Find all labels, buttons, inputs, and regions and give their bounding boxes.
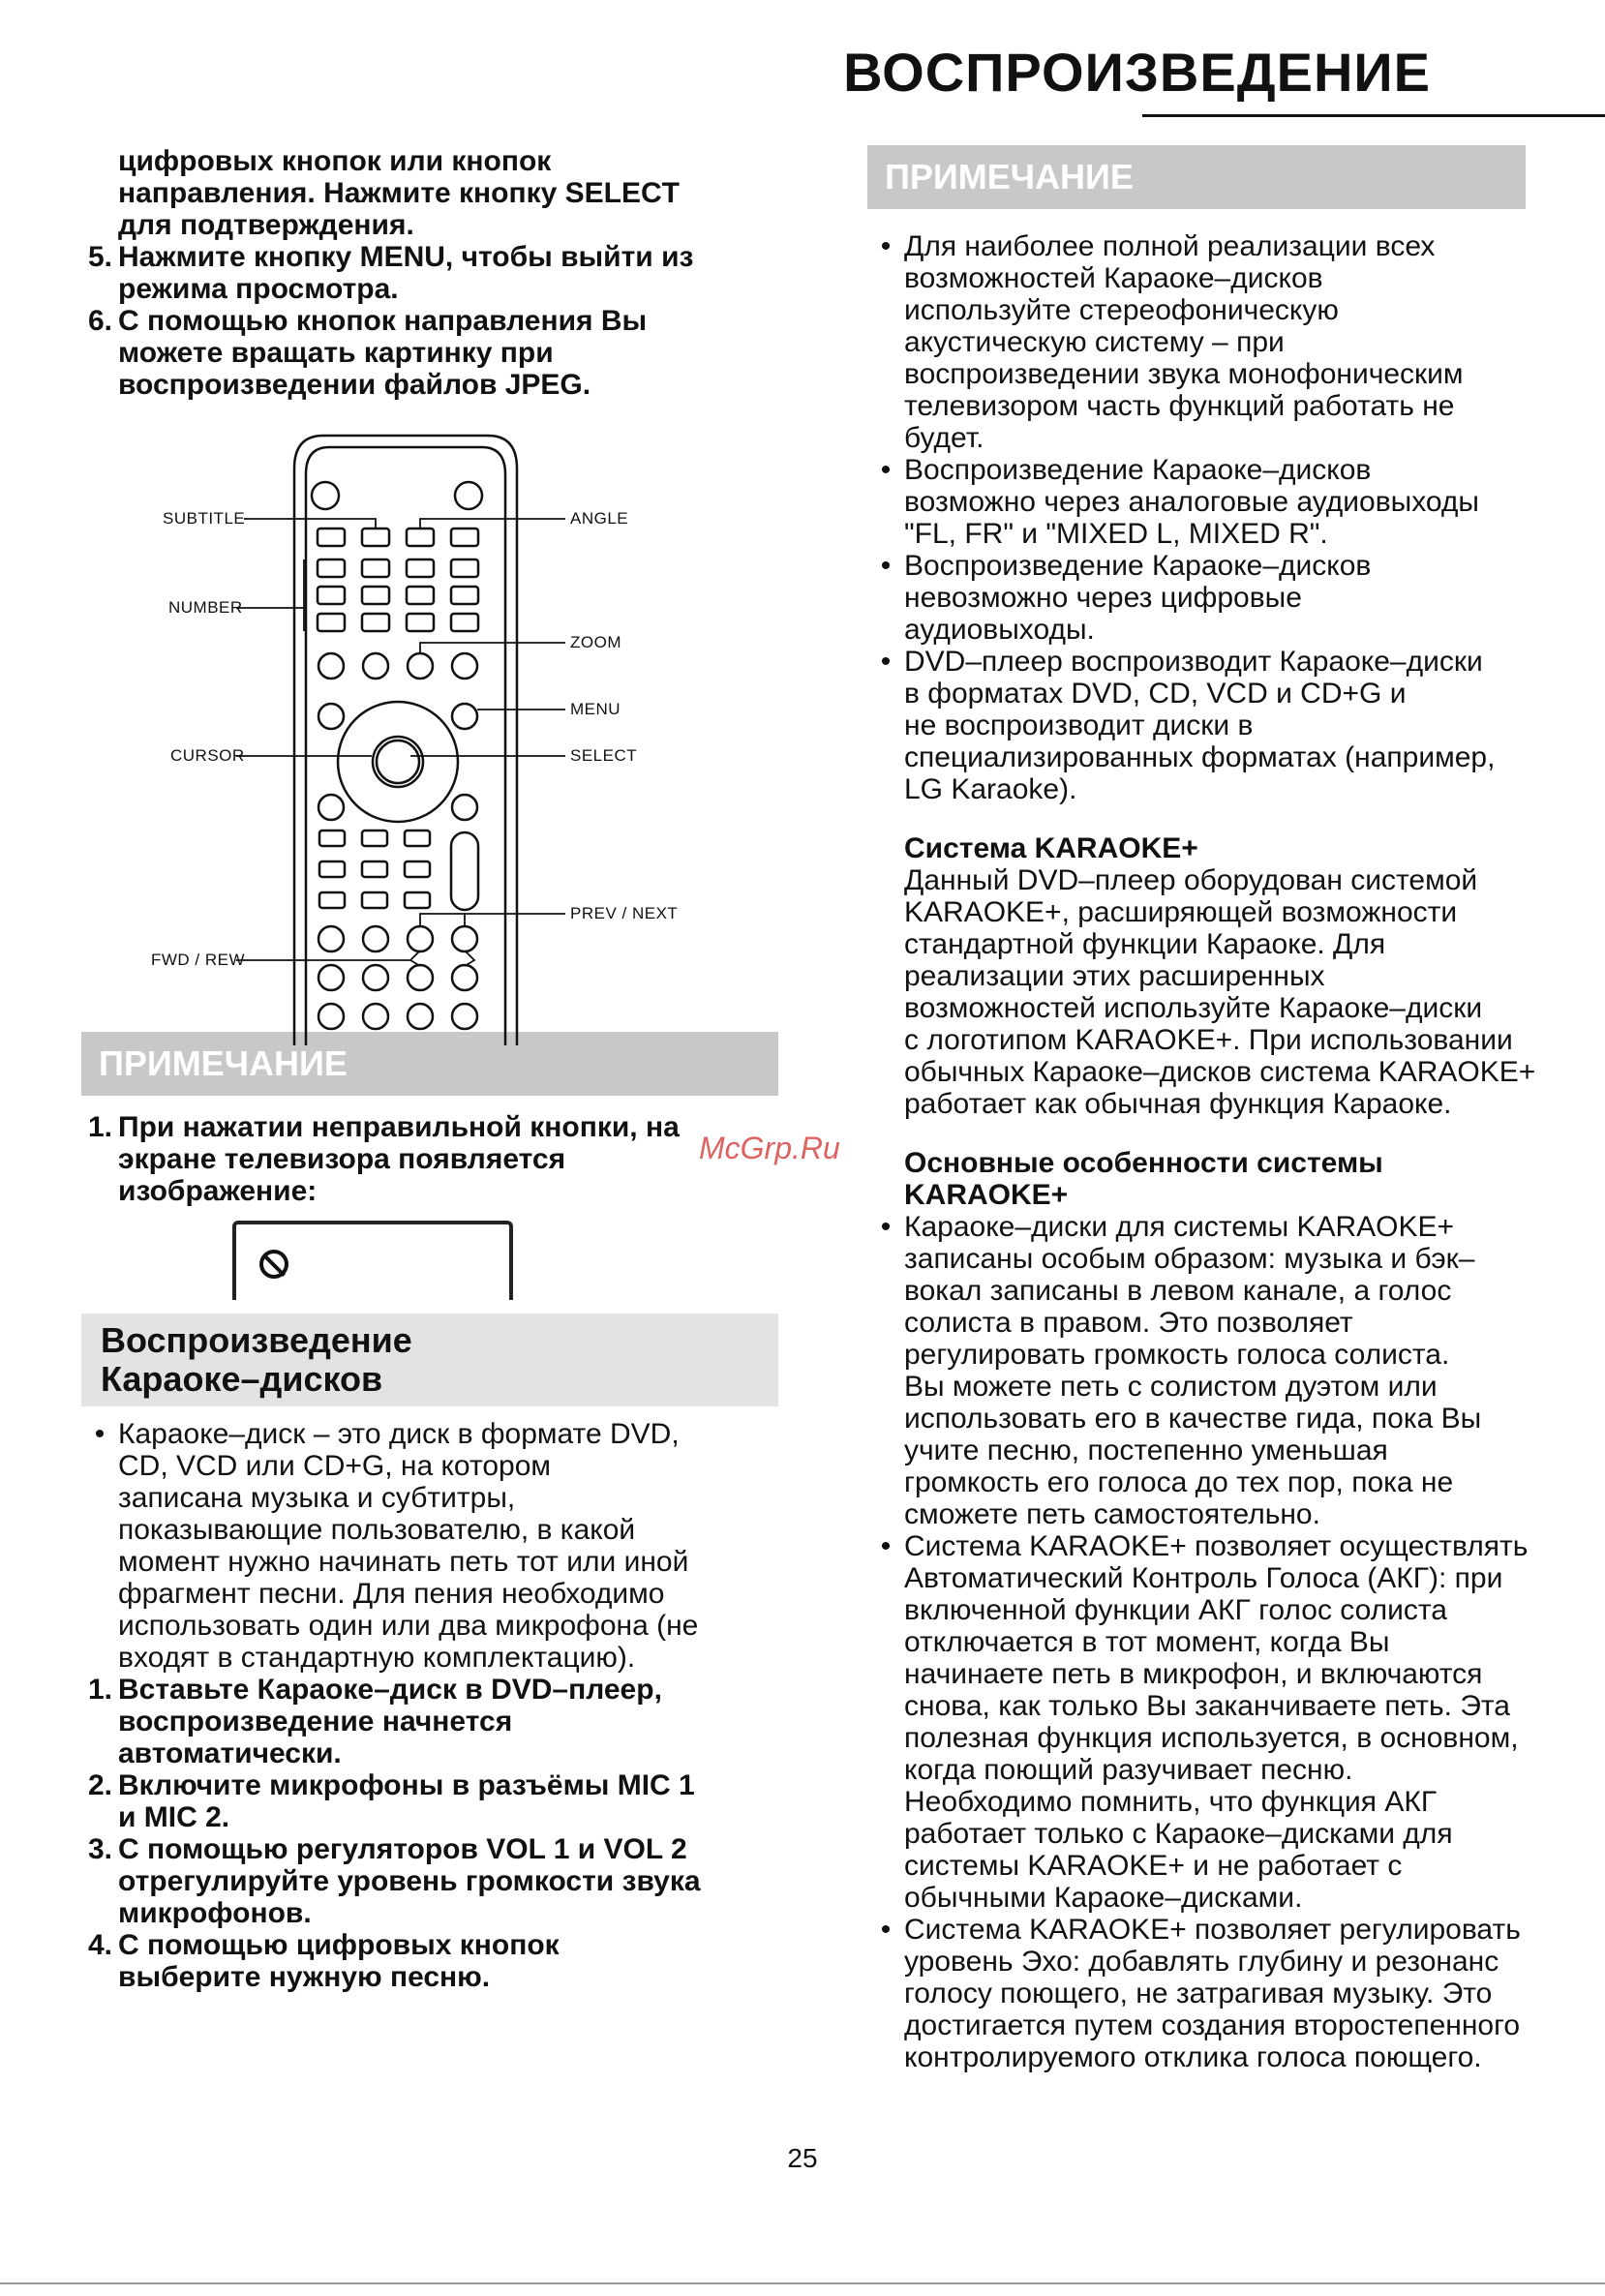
- page-title: ВОСПРОИЗВЕДЕНИЕ: [843, 42, 1431, 103]
- karaoke-step-1: [81, 1674, 778, 1769]
- note-bar-left: ПРИМЕЧАНИЕ: [81, 1032, 778, 1096]
- text-line: отключается в тот момент, когда Вы: [904, 1626, 1390, 1658]
- label-zoom: ZOOM: [570, 633, 621, 651]
- text-line: При нажатии неправильной кнопки, на: [118, 1111, 680, 1143]
- step-number: 1.: [87, 1111, 112, 1143]
- feature-bullet: [867, 1211, 1545, 1530]
- tv-screen-box: [232, 1221, 513, 1300]
- text-line: акустическую систему – при: [904, 326, 1285, 358]
- continued-step: [81, 145, 778, 241]
- text-line: экране телевизора появляется: [118, 1143, 566, 1175]
- text-line: использовать один или два микрофона (не: [118, 1610, 699, 1642]
- prohibited-icon: [259, 1250, 288, 1279]
- label-fwd-rew: FWD / REW: [151, 951, 246, 969]
- text-line: телевизором часть функций работать не: [904, 390, 1455, 422]
- note-bullet: [867, 550, 1545, 646]
- text-line: Данный DVD–плеер оборудован системой: [904, 864, 1478, 896]
- label-menu: MENU: [570, 700, 621, 718]
- text-line: LG Karaoke).: [904, 773, 1077, 805]
- bullet-dot: •: [880, 230, 892, 262]
- text-line: можете вращать картинку при: [118, 337, 554, 369]
- text-line: и MIC 2.: [118, 1801, 230, 1833]
- bullet-dot: •: [880, 1914, 892, 1946]
- text-line: Вставьте Караоке–диск в DVD–плеер,: [118, 1674, 662, 1706]
- section-title-line: Караоке–дисков: [101, 1359, 383, 1399]
- text-line: возможно через аналоговые аудиовыходы: [904, 486, 1479, 518]
- text-line: режима просмотра.: [118, 273, 399, 305]
- text-line: автоматически.: [118, 1737, 342, 1769]
- text-line: включенной функции АКГ голос солиста: [904, 1594, 1447, 1626]
- text-line: направления. Нажмите кнопку SELECT: [118, 177, 680, 209]
- step-number: 3.: [87, 1833, 112, 1865]
- text-line: вокал записаны в левом канале, а голос: [904, 1275, 1452, 1307]
- bullet-dot: •: [94, 1418, 106, 1450]
- text-line: KARAOKE+, расширяющей возможности: [904, 896, 1458, 928]
- right-column: [867, 145, 1545, 2073]
- label-cursor: CURSOR: [170, 746, 245, 765]
- title-rule: [1142, 114, 1605, 117]
- text-line: входят в стандартную комплектацию).: [118, 1642, 636, 1674]
- text-line: DVD–плеер воспроизводит Караоке–диски: [904, 646, 1483, 678]
- text-line: достигается путем создания второстепенного: [904, 2009, 1521, 2041]
- note-bullet: [867, 230, 1545, 454]
- text-line: Нажмите кнопку MENU, чтобы выйти из: [118, 241, 694, 273]
- karaoke-step-3: [81, 1833, 778, 1929]
- bullet-dot: •: [880, 1530, 892, 1562]
- remote-illustration: [81, 426, 778, 1045]
- feature-bullet: [867, 1530, 1545, 1914]
- text-line: уровень Эхо: добавлять глубину и резонанс: [904, 1946, 1499, 1978]
- text-line: невозможно через цифровые: [904, 582, 1302, 614]
- text-line: С помощью регуляторов VOL 1 и VOL 2: [118, 1833, 687, 1865]
- text-line: возможностей используйте Караоке–диски: [904, 992, 1483, 1024]
- text-line: Для наиболее полной реализации всех: [904, 230, 1436, 262]
- step-number: 5.: [87, 241, 112, 273]
- text-line: громкость его голоса до тех пор, пока не: [904, 1466, 1454, 1498]
- text-line: KARAOKE+: [904, 1179, 1069, 1211]
- text-line: возможностей Караоке–дисков: [904, 262, 1323, 294]
- system-section: [867, 832, 1545, 1120]
- text-line: выберите нужную песню.: [118, 1961, 491, 1993]
- text-line: голосу поющего, не затрагивая музыку. Это: [904, 1978, 1493, 2009]
- bullet-dot: •: [880, 550, 892, 582]
- text-line: регулировать громкость голоса солиста.: [904, 1339, 1450, 1371]
- section-title-line: Воспроизведение: [101, 1320, 412, 1360]
- system-text: [904, 864, 1545, 1120]
- text-line: системы KARAOKE+ и не работает с: [904, 1850, 1403, 1882]
- text-line: Основные особенности системы: [904, 1147, 1383, 1179]
- text-line: записана музыка и субтитры,: [118, 1482, 516, 1514]
- text-line: "FL, FR" и "MIXED L, MIXED R".: [904, 518, 1328, 550]
- label-angle: ANGLE: [570, 509, 629, 528]
- text-line: не воспроизводит диски в: [904, 710, 1254, 741]
- text-line: записаны особым образом: музыка и бэк–: [904, 1243, 1475, 1275]
- text-line: изображение:: [118, 1175, 318, 1207]
- text-line: для подтверждения.: [118, 209, 414, 241]
- text-line: специализированных форматах (например,: [904, 741, 1496, 773]
- system-title: Система KARAOKE+: [904, 832, 1198, 864]
- text-line: обычными Караоке–дисками.: [904, 1882, 1303, 1914]
- text-line: цифровых кнопок или кнопок: [118, 145, 552, 177]
- step-5: [81, 241, 778, 305]
- text-line: Караоке–диски для системы KARAOKE+: [904, 1211, 1455, 1243]
- step-number: 2.: [87, 1769, 112, 1801]
- note-bullet: [867, 454, 1545, 550]
- text-line: воспроизведении файлов JPEG.: [118, 369, 591, 401]
- bottom-rule: [0, 2282, 1605, 2284]
- text-line: воспроизведении звука монофоническим: [904, 358, 1464, 390]
- text-line: солиста в правом. Это позволяет: [904, 1307, 1353, 1339]
- text-line: использовать его в качестве гида, пока Вы: [904, 1403, 1482, 1435]
- text-line: воспроизведение начнется: [118, 1706, 513, 1737]
- text-line: в форматах DVD, CD, VCD и CD+G и: [904, 678, 1407, 710]
- text-line: микрофонов.: [118, 1897, 312, 1929]
- text-line: контролируемого отклика голоса поющего.: [904, 2041, 1482, 2073]
- text-line: сможете петь самостоятельно.: [904, 1498, 1320, 1530]
- watermark: McGrp.Ru: [699, 1131, 840, 1165]
- text-line: CD, VCD или CD+G, на котором: [118, 1450, 552, 1482]
- intro-bullet: [81, 1418, 778, 1674]
- bullet-dot: •: [880, 454, 892, 486]
- text-line: Включите микрофоны в разъёмы MIC 1: [118, 1769, 695, 1801]
- page-number: 25: [787, 2143, 818, 2173]
- bullet-dot: •: [880, 646, 892, 678]
- text-line: обычных Караоке–дисков система KARAOKE+: [904, 1056, 1536, 1088]
- text-line: работает только с Караоке–дисками для: [904, 1818, 1453, 1850]
- step-6: [81, 305, 778, 401]
- text-line: используйте стереофоническую: [904, 294, 1339, 326]
- left-column: [81, 145, 778, 1993]
- text-line: учите песню, постепенно уменьшая: [904, 1435, 1388, 1466]
- section-title-karaoke: [81, 1314, 778, 1406]
- label-number: NUMBER: [168, 598, 243, 617]
- text-line: Система KARAOKE+ позволяет осуществлять: [904, 1530, 1529, 1562]
- text-line: С помощью кнопок направления Вы: [118, 305, 648, 337]
- text-line: отрегулируйте уровень громкости звука: [118, 1865, 701, 1897]
- step-number: 1.: [87, 1674, 112, 1706]
- karaoke-step-4: [81, 1929, 778, 1993]
- step-number: 4.: [87, 1929, 112, 1961]
- text-line: работает как обычная функция Караоке.: [904, 1088, 1452, 1120]
- text-line: Необходимо помнить, что функция АКГ: [904, 1786, 1438, 1818]
- text-line: стандартной функции Караоке. Для: [904, 928, 1386, 960]
- text-line: аудиовыходы.: [904, 614, 1095, 646]
- text-line: Вы можете петь с солистом дуэтом или: [904, 1371, 1438, 1403]
- karaoke-step-2: [81, 1769, 778, 1833]
- text-line: Автоматический Контроль Голоса (АКГ): при: [904, 1562, 1503, 1594]
- text-line: Воспроизведение Караоке–дисков: [904, 454, 1372, 486]
- text-line: Система KARAOKE+ позволяет регулировать: [904, 1914, 1521, 1946]
- label-select: SELECT: [570, 746, 638, 765]
- text-line: начинаете петь в микрофон, и включаются: [904, 1658, 1483, 1690]
- feature-bullet: [867, 1914, 1545, 2073]
- label-prev-next: PREV / NEXT: [570, 904, 679, 922]
- text-line: момент нужно начинать петь тот или иной: [118, 1546, 689, 1578]
- note-bar-right: ПРИМЕЧАНИЕ: [867, 145, 1526, 209]
- label-subtitle: SUBTITLE: [163, 509, 246, 528]
- step-number: 6.: [87, 305, 112, 337]
- text-line: Караоке–диск – это диск в формате DVD,: [118, 1418, 680, 1450]
- text-line: Воспроизведение Караоке–дисков: [904, 550, 1372, 582]
- text-line: фрагмент песни. Для пения необходимо: [118, 1578, 665, 1610]
- text-line: будет.: [904, 422, 984, 454]
- features-title: [867, 1147, 1545, 1211]
- text-line: когда поющий разучивает песню.: [904, 1754, 1353, 1786]
- note-item-1: [81, 1111, 778, 1207]
- text-line: С помощью цифровых кнопок: [118, 1929, 560, 1961]
- note-bullet: [867, 646, 1545, 805]
- text-line: реализации этих расширенных: [904, 960, 1325, 992]
- text-line: показывающие пользователю, в какой: [118, 1514, 636, 1546]
- text-line: полезная функция используется, в основном,: [904, 1722, 1519, 1754]
- text-line: с логотипом KARAOKE+. При использовании: [904, 1024, 1513, 1056]
- text-line: снова, как только Вы заканчиваете петь. Эта: [904, 1690, 1510, 1722]
- bullet-dot: •: [880, 1211, 892, 1243]
